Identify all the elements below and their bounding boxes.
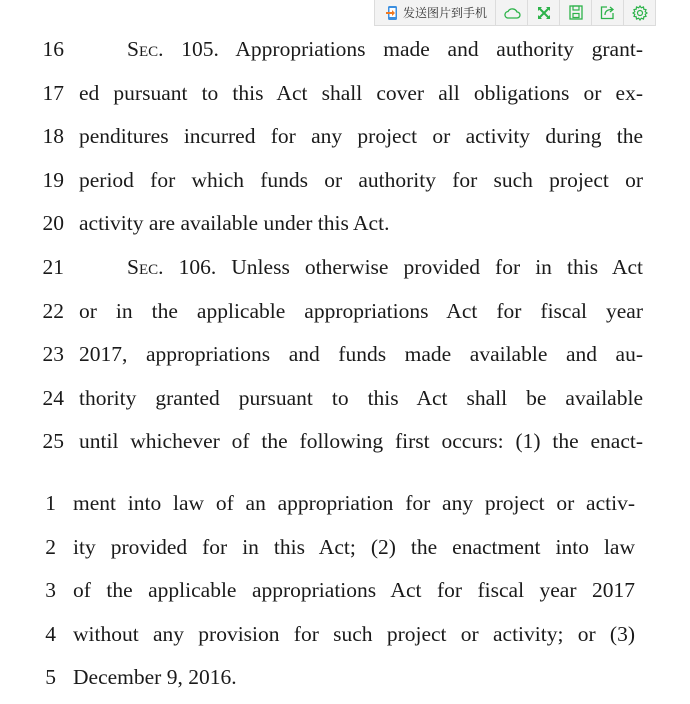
line-number: 20 <box>42 211 64 236</box>
send-to-phone-label: 发送图片到手机 <box>403 6 488 20</box>
cloud-button[interactable] <box>495 0 527 25</box>
document-page-bottom <box>0 482 690 700</box>
document-page-top <box>0 28 690 464</box>
section-label: Sec. <box>127 37 164 61</box>
line-number: 5 <box>45 665 56 690</box>
settings-icon <box>632 5 648 21</box>
line-text: or in the applicable appropriations Act for fiscal year <box>79 298 643 323</box>
line-number: 23 <box>42 342 64 367</box>
document-line <box>0 72 690 116</box>
line-text: until whichever of the following first occurs: (1) the enact- <box>79 429 643 454</box>
document-line <box>0 290 690 334</box>
document-line <box>0 569 690 613</box>
document-line <box>0 28 690 72</box>
share-icon <box>600 5 615 20</box>
line-text: activity are available under this Act. <box>79 211 390 236</box>
line-text: of the applicable appropriations Act for fiscal year 2017 <box>73 578 635 603</box>
document-line <box>0 159 690 203</box>
save-icon <box>569 5 583 20</box>
fullscreen-button[interactable] <box>527 0 559 25</box>
cloud-icon <box>503 7 521 19</box>
line-number: 16 <box>42 37 64 61</box>
document-line <box>0 526 690 570</box>
line-number: 21 <box>42 254 64 279</box>
line-text: 2017, appropriations and funds made available and au- <box>79 342 643 367</box>
document-line <box>0 202 690 246</box>
line-text: penditures incurred for any project or activity during the <box>79 124 643 149</box>
section-label: Sec. <box>127 254 164 279</box>
line-number: 19 <box>42 167 64 192</box>
line-text: Sec. 105. Appropriations made and authority grant- <box>127 37 643 61</box>
line-number: 22 <box>42 298 64 323</box>
line-number: 17 <box>42 80 64 105</box>
document-line <box>0 333 690 377</box>
line-number: 3 <box>45 578 56 603</box>
document-line <box>0 246 690 290</box>
document-line <box>0 656 690 700</box>
line-number: 24 <box>42 385 64 410</box>
line-text: thority granted pursuant to this Act shall be available <box>79 385 643 410</box>
document-line <box>0 377 690 421</box>
line-text: Sec. 106. Unless otherwise provided for in this Act <box>127 254 643 279</box>
line-number: 18 <box>42 124 64 149</box>
line-text: period for which funds or authority for such project or <box>79 167 643 192</box>
fullscreen-icon <box>537 6 551 20</box>
document-line <box>0 420 690 464</box>
line-number: 25 <box>42 429 64 454</box>
line-text: December 9, 2016. <box>73 665 237 690</box>
line-number: 4 <box>45 621 56 646</box>
line-text: ment into law of an appropriation for any project or activ- <box>73 491 635 515</box>
save-button[interactable] <box>559 0 591 25</box>
share-button[interactable] <box>591 0 623 25</box>
phone-send-icon <box>385 5 399 21</box>
settings-button[interactable] <box>623 0 655 25</box>
image-toolbar <box>374 0 656 26</box>
line-text: ity provided for in this Act; (2) the enactment into law <box>73 534 635 559</box>
document-line <box>0 115 690 159</box>
document-line <box>0 482 690 526</box>
send-to-phone-button[interactable] <box>375 0 495 25</box>
line-number: 2 <box>45 534 56 559</box>
document-line <box>0 613 690 657</box>
line-text: without any provision for such project or activity; or (3) <box>73 621 635 646</box>
line-number: 1 <box>45 491 56 515</box>
line-text: ed pursuant to this Act shall cover all obligations or ex- <box>79 80 643 105</box>
